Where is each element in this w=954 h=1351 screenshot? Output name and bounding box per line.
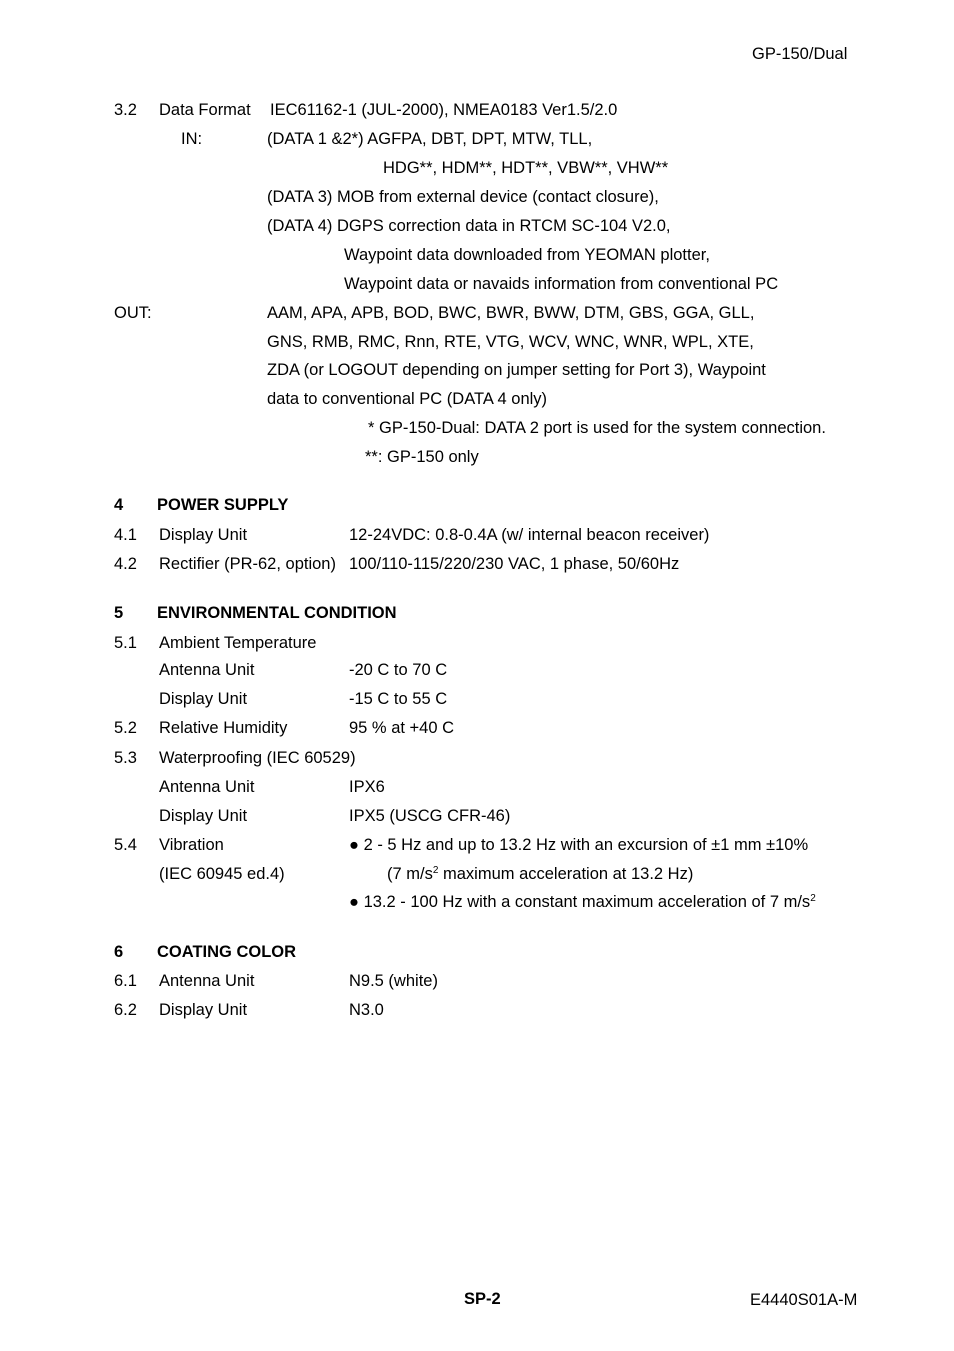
- in-label: IN:: [181, 130, 203, 148]
- data-format-standard: IEC61162-1 (JUL-2000), NMEA0183 Ver1.5/2.0: [270, 101, 618, 119]
- item-number: 6.2: [114, 1001, 137, 1019]
- vibration-text: maximum acceleration at 13.2 Hz): [438, 865, 694, 883]
- item-value: IPX5 (USCG CFR-46): [349, 807, 511, 825]
- item-value: 95 % at +40 C: [349, 719, 455, 737]
- vibration-text: [364, 893, 816, 911]
- item-label: Ambient Temperature: [159, 634, 317, 652]
- footnote: * GP-150-Dual: DATA 2 port is used for the system connection.: [368, 419, 826, 437]
- item-number: 5.1: [114, 634, 137, 652]
- in-line: (DATA 4) DGPS correction data in RTCM SC-104 V2.0,: [267, 217, 671, 235]
- sub-label: Antenna Unit: [159, 778, 255, 796]
- section-title: ENVIRONMENTAL CONDITION: [157, 604, 397, 622]
- section-number: 3.2: [114, 101, 137, 119]
- vibration-line-2: [387, 864, 693, 884]
- document-code: E4440S01A-M: [750, 1291, 858, 1309]
- vibration-line-3: [349, 892, 816, 912]
- item-number: 5.4: [114, 836, 137, 854]
- footnote: **: GP-150 only: [365, 448, 479, 466]
- sub-label: Display Unit: [159, 807, 248, 825]
- item-number: 6.1: [114, 972, 137, 990]
- item-number: 5.2: [114, 719, 137, 737]
- section-number: 4: [114, 496, 124, 514]
- item-value: -20 C to 70 C: [349, 661, 448, 679]
- in-line: (DATA 3) MOB from external device (contact closure),: [267, 188, 659, 206]
- out-line: AAM, APA, APB, BOD, BWC, BWR, BWW, DTM, GBS, GGA, GLL,: [267, 304, 755, 322]
- item-label: Vibration: [159, 836, 224, 854]
- data-format-label: Data Format: [159, 101, 251, 119]
- superscript: 2: [810, 893, 816, 904]
- item-value: 12-24VDC: 0.8-0.4A (w/ internal beacon receiver): [349, 526, 710, 544]
- section-number: 6: [114, 943, 124, 961]
- item-number: 5.3: [114, 749, 137, 767]
- vibration-text: (7 m/s: [387, 865, 433, 883]
- item-value: IPX6: [349, 778, 385, 796]
- superscript: 2: [432, 865, 439, 876]
- item-label: Waterproofing (IEC 60529): [159, 749, 356, 767]
- item-number: 4.1: [114, 526, 137, 544]
- bullet-icon: ●: [349, 893, 359, 911]
- out-line: ZDA (or LOGOUT depending on jumper setting for Port 3), Waypoint: [267, 361, 766, 379]
- item-value: -15 C to 55 C: [349, 690, 448, 708]
- in-line: Waypoint data downloaded from YEOMAN plotter,: [344, 246, 710, 264]
- section-title: POWER SUPPLY: [157, 496, 289, 514]
- sub-label: Display Unit: [159, 690, 248, 708]
- item-number: 4.2: [114, 555, 137, 573]
- item-label: Relative Humidity: [159, 719, 288, 737]
- vibration-text-main: 13.2 - 100 Hz with a constant maximum acceleration of 7 m/s: [363, 893, 811, 911]
- in-line: HDG**, HDM**, HDT**, VBW**, VHW**: [383, 159, 669, 177]
- bullet-icon: ●: [349, 836, 359, 854]
- item-value: N9.5 (white): [349, 972, 438, 990]
- out-label: OUT:: [114, 304, 152, 322]
- section-number: 5: [114, 604, 124, 622]
- item-value: 100/110-115/220/230 VAC, 1 phase, 50/60Hz: [349, 555, 680, 573]
- header-model: GP-150/Dual: [752, 45, 848, 63]
- vibration-line-1: [349, 835, 808, 855]
- page-number: SP-2: [464, 1290, 501, 1308]
- section-title: COATING COLOR: [157, 943, 297, 961]
- item-value: N3.0: [349, 1001, 384, 1019]
- item-label: Display Unit: [159, 1001, 248, 1019]
- in-line: (DATA 1 &2*) AGFPA, DBT, DPT, MTW, TLL,: [267, 130, 593, 148]
- item-label: Rectifier (PR-62, option): [159, 555, 336, 573]
- in-line: Waypoint data or navaids information from conventional PC: [344, 275, 779, 293]
- sub-label: Antenna Unit: [159, 661, 255, 679]
- vibration-text: 2 - 5 Hz and up to 13.2 Hz with an excursion of ±1 mm ±10%: [363, 836, 809, 854]
- out-line: data to conventional PC (DATA 4 only): [267, 390, 548, 408]
- out-line: GNS, RMB, RMC, Rnn, RTE, VTG, WCV, WNC, WNR, WPL, XTE,: [267, 333, 754, 351]
- item-label: Antenna Unit: [159, 972, 255, 990]
- item-label: Display Unit: [159, 526, 248, 544]
- sub-label: (IEC 60945 ed.4): [159, 865, 285, 883]
